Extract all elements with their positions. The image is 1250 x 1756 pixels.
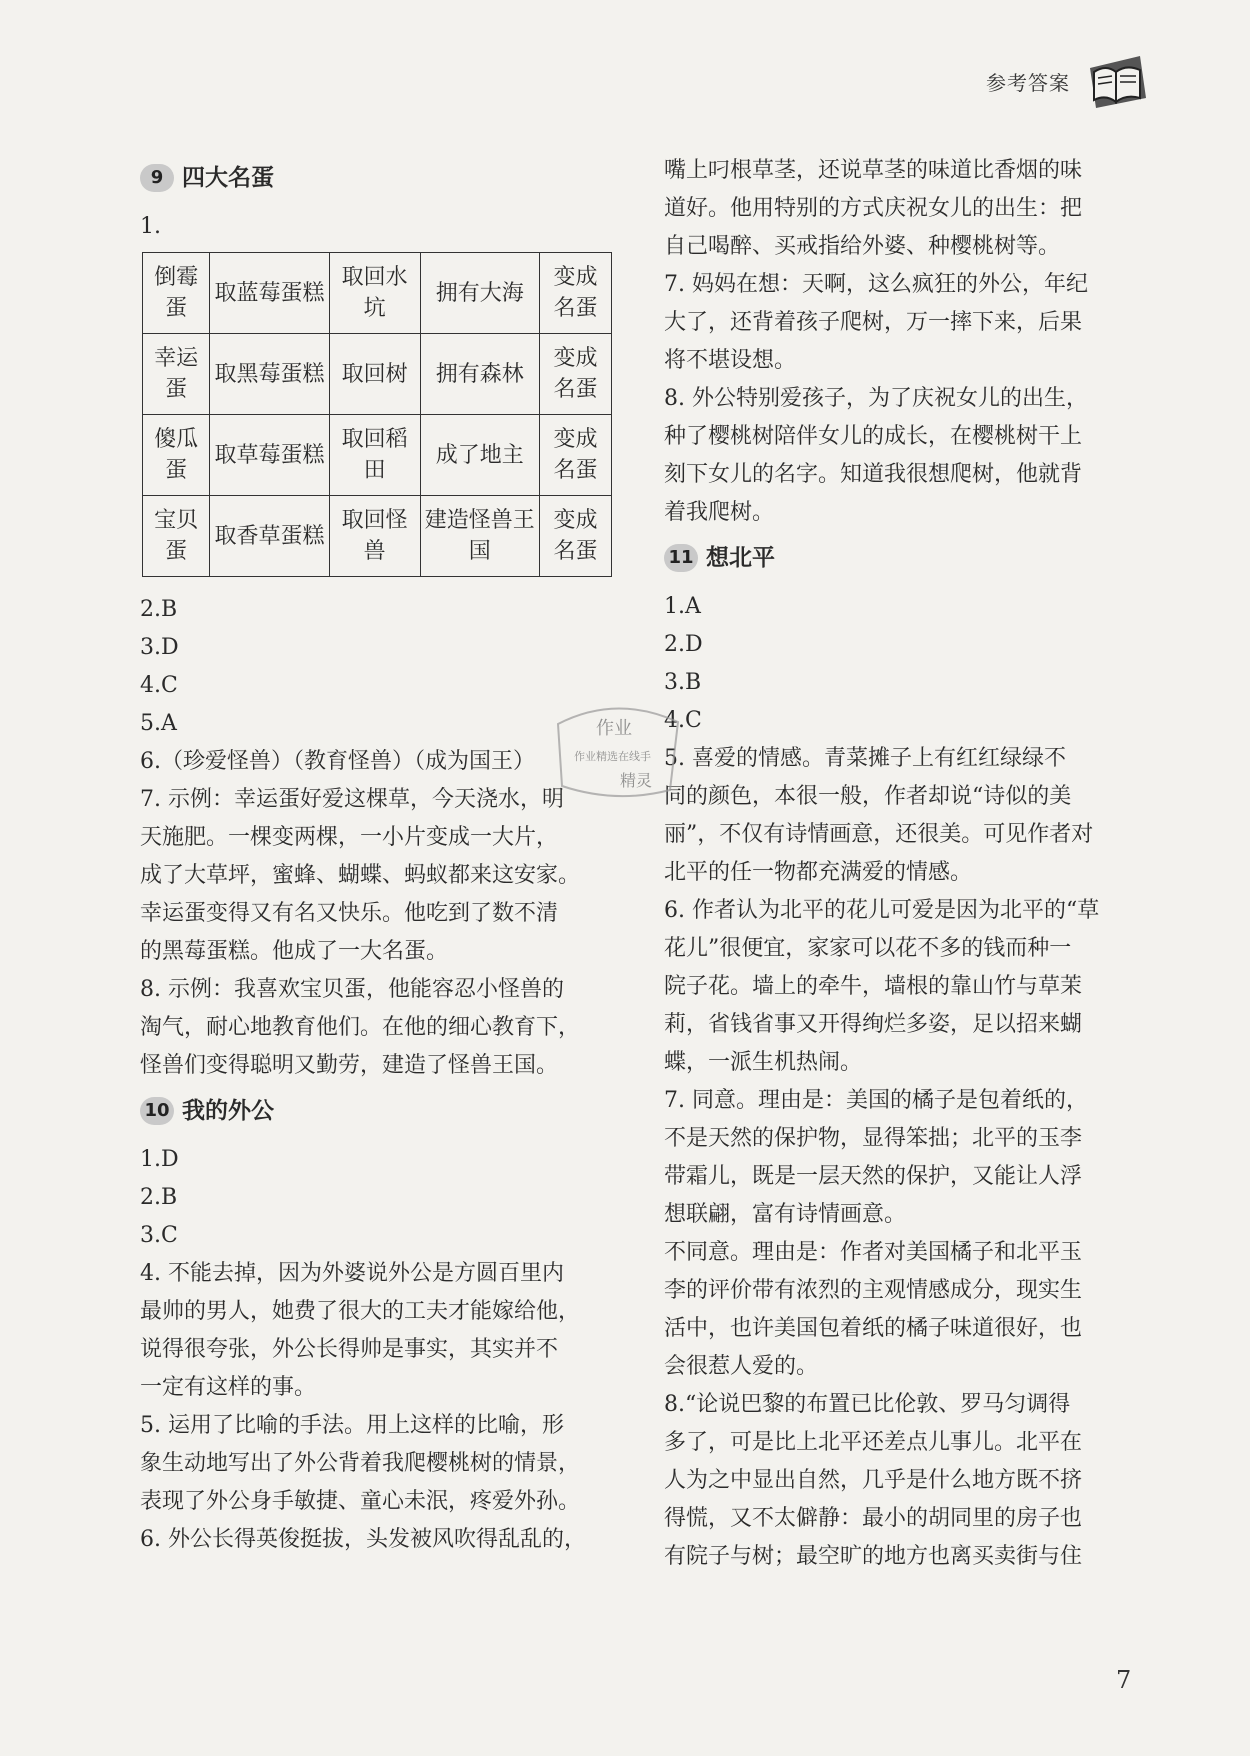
page-header (986, 50, 1150, 112)
section-number: 9 (140, 164, 174, 192)
answer-line: 1.D (140, 1147, 179, 1172)
table-cell: 倒霉蛋 (143, 253, 210, 334)
section-10-continued (664, 152, 1134, 532)
section-11-title (664, 538, 1134, 578)
answer-line: 5. 运用了比喻的手法。用上这样的比喻，形 (140, 1413, 564, 1438)
table-cell: 取蓝莓蛋糕 (210, 253, 329, 334)
table-cell: 取回树 (329, 334, 420, 415)
open-book-icon (1082, 50, 1150, 112)
answer-line: 天施肥。一棵变两棵，一小片变成一大片， (140, 825, 559, 850)
answer-line: 3.B (664, 670, 702, 695)
answer-line: 花儿”很便宜，家家可以花不多的钱而种一 (664, 936, 1072, 961)
answer-line: 道好。他用特别的方式庆祝女儿的出生：把 (664, 196, 1083, 221)
answer-line: 6.（珍爱怪兽）（教育怪兽）（成为国王） (140, 749, 535, 774)
answer-line: 嘴上叼根草茎，还说草茎的味道比香烟的味 (664, 158, 1083, 183)
table-cell: 变成名蛋 (539, 496, 611, 577)
answer-line: 想联翩，富有诗情画意。 (664, 1202, 907, 1227)
answer-line: 幸运蛋变得又有名又快乐。他吃到了数不清 (140, 901, 559, 926)
answer-line: 7. 同意。理由是：美国的橘子是包着纸的， (664, 1088, 1088, 1113)
table-cell: 宝贝蛋 (143, 496, 210, 577)
answer-line: 自己喝醉、买戒指给外婆、种樱桃树等。 (664, 234, 1061, 259)
answer-line: 不同意。理由是：作者对美国橘子和北平玉 (664, 1240, 1083, 1265)
section-9-answers (140, 591, 610, 1085)
answer-line: 成了大草坪，蜜蜂、蝴蝶、蚂蚁都来这安家。 (140, 863, 581, 888)
answer-line: 得慌，又不太僻静：最小的胡同里的房子也 (664, 1506, 1083, 1531)
answer-line: 8.“论说巴黎的布置已比伦敦、罗马匀调得 (664, 1392, 1071, 1417)
section-title-text: 我的外公 (182, 1098, 274, 1124)
answer-line: 有院子与树；最空旷的地方也离买卖街与住 (664, 1544, 1083, 1569)
table-row (143, 496, 612, 577)
answer-line: 会很惹人爱的。 (664, 1354, 819, 1379)
answer-line: 2.B (140, 1185, 178, 1210)
header-title: 参考答案 (986, 70, 1070, 95)
page-number: 7 (1116, 1666, 1132, 1694)
table-cell: 取草莓蛋糕 (210, 415, 329, 496)
table-cell: 拥有森林 (420, 334, 539, 415)
answer-line: 象生动地写出了外公背着我爬樱桃树的情景， (140, 1451, 581, 1476)
table-row (143, 334, 612, 415)
answer-line: 同的颜色，本很一般，作者却说“诗似的美 (664, 784, 1072, 809)
answer-line: 8. 示例：我喜欢宝贝蛋，他能容忍小怪兽的 (140, 977, 564, 1002)
right-column (664, 152, 1134, 1576)
table-cell: 幸运蛋 (143, 334, 210, 415)
section-10-answers (140, 1141, 610, 1559)
answer-line: 刻下女儿的名字。知道我很想爬树，他就背 (664, 462, 1083, 487)
answer-line: 怪兽们变得聪明又勤劳，建造了怪兽王国。 (140, 1053, 559, 1078)
stamp-text: 作业精选在线手 (574, 750, 651, 763)
answer-line: 8. 外公特别爱孩子，为了庆祝女儿的出生， (664, 386, 1088, 411)
table-cell: 傻瓜蛋 (143, 415, 210, 496)
table-cell: 建造怪兽王国 (420, 496, 539, 577)
answer-line: 院子花。墙上的牵牛，墙根的靠山竹与草茉 (664, 974, 1083, 999)
answer-line: 2.D (664, 632, 703, 657)
answer-line: 3.C (140, 1223, 178, 1248)
answer-line: 着我爬树。 (664, 500, 775, 525)
table-row (143, 253, 612, 334)
table-cell: 取回稻田 (329, 415, 420, 496)
answer-line: 4. 不能去掉，因为外婆说外公是方圆百里内 (140, 1261, 564, 1286)
answer-line: 表现了外公身手敏捷、童心未泯，疼爱外孙。 (140, 1489, 581, 1514)
table-cell: 变成名蛋 (539, 415, 611, 496)
answer-line: 将不堪设想。 (664, 348, 797, 373)
answer-line: 1. (140, 214, 161, 239)
answer-line: 4.C (664, 708, 702, 733)
stamp-text: 作业 (596, 718, 632, 739)
section-title-text: 想北平 (706, 545, 775, 571)
answer-line: 5.A (140, 711, 177, 736)
section-10-title (140, 1091, 610, 1131)
left-column (140, 152, 610, 1559)
table-cell: 成了地主 (420, 415, 539, 496)
answer-line: 7. 示例：幸运蛋好爱这棵草，今天浇水，明 (140, 787, 564, 812)
answer-line: 李的评价带有浓烈的主观情感成分，现实生 (664, 1278, 1083, 1303)
answer-line: 4.C (140, 673, 178, 698)
answer-line: 最帅的男人，她费了很大的工夫才能嫁给他， (140, 1299, 581, 1324)
answer-line: 种了樱桃树陪伴女儿的成长，在樱桃树干上 (664, 424, 1083, 449)
answer-line: 蝶，一派生机热闹。 (664, 1050, 863, 1075)
answer-line: 不是天然的保护物，显得笨拙；北平的玉李 (664, 1126, 1083, 1151)
table-cell: 变成名蛋 (539, 334, 611, 415)
answer-line: 1.A (664, 594, 701, 619)
answer-line: 6. 外公长得英俊挺拔，头发被风吹得乱乱的， (140, 1527, 586, 1552)
table-cell: 取回水坑 (329, 253, 420, 334)
answer-line: 2.B (140, 597, 178, 622)
section-title-text: 四大名蛋 (182, 165, 274, 191)
answer-line: 6. 作者认为北平的花儿可爱是因为北平的“草 (664, 898, 1100, 923)
table-cell: 取黑莓蛋糕 (210, 334, 329, 415)
section-number: 11 (664, 544, 698, 572)
answer-line: 北平的任一物都充满爱的情感。 (664, 860, 973, 885)
answer-line: 带霜儿，既是一层天然的保护，又能让人浮 (664, 1164, 1083, 1189)
table-cell: 取香草蛋糕 (210, 496, 329, 577)
table-row (143, 415, 612, 496)
watermark-stamp (538, 694, 694, 804)
section-11-answers (664, 588, 1134, 1576)
section-number: 10 (140, 1097, 174, 1125)
table-cell: 变成名蛋 (539, 253, 611, 334)
answer-table (142, 252, 612, 577)
stamp-text: 精灵 (620, 771, 653, 790)
answer-line: 一定有这样的事。 (140, 1375, 317, 1400)
table-cell: 取回怪兽 (329, 496, 420, 577)
answer-line: 大了，还背着孩子爬树，万一摔下来，后果 (664, 310, 1083, 335)
answer-line: 多了，可是比上北平还差点儿事儿。北平在 (664, 1430, 1083, 1455)
answer-line: 淘气，耐心地教育他们。在他的细心教育下， (140, 1015, 581, 1040)
answer-line: 莉，省钱省事又开得绚烂多姿，足以招来蝴 (664, 1012, 1083, 1037)
answer-line: 人为之中显出自然，几乎是什么地方既不挤 (664, 1468, 1083, 1493)
answer-line: 说得很夸张，外公长得帅是事实，其实并不 (140, 1337, 559, 1362)
answer-line: 7. 妈妈在想：天啊，这么疯狂的外公，年纪 (664, 272, 1088, 297)
answer-line: 3.D (140, 635, 179, 660)
section-9-title (140, 158, 610, 198)
answer-line: 丽”，不仅有诗情画意，还很美。可见作者对 (664, 822, 1094, 847)
answer-line: 的黑莓蛋糕。他成了一大名蛋。 (140, 939, 449, 964)
answer-line: 5. 喜爱的情感。青菜摊子上有红红绿绿不 (664, 746, 1066, 771)
answer-line: 活中，也许美国包着纸的橘子味道很好，也 (664, 1316, 1083, 1341)
table-cell: 拥有大海 (420, 253, 539, 334)
